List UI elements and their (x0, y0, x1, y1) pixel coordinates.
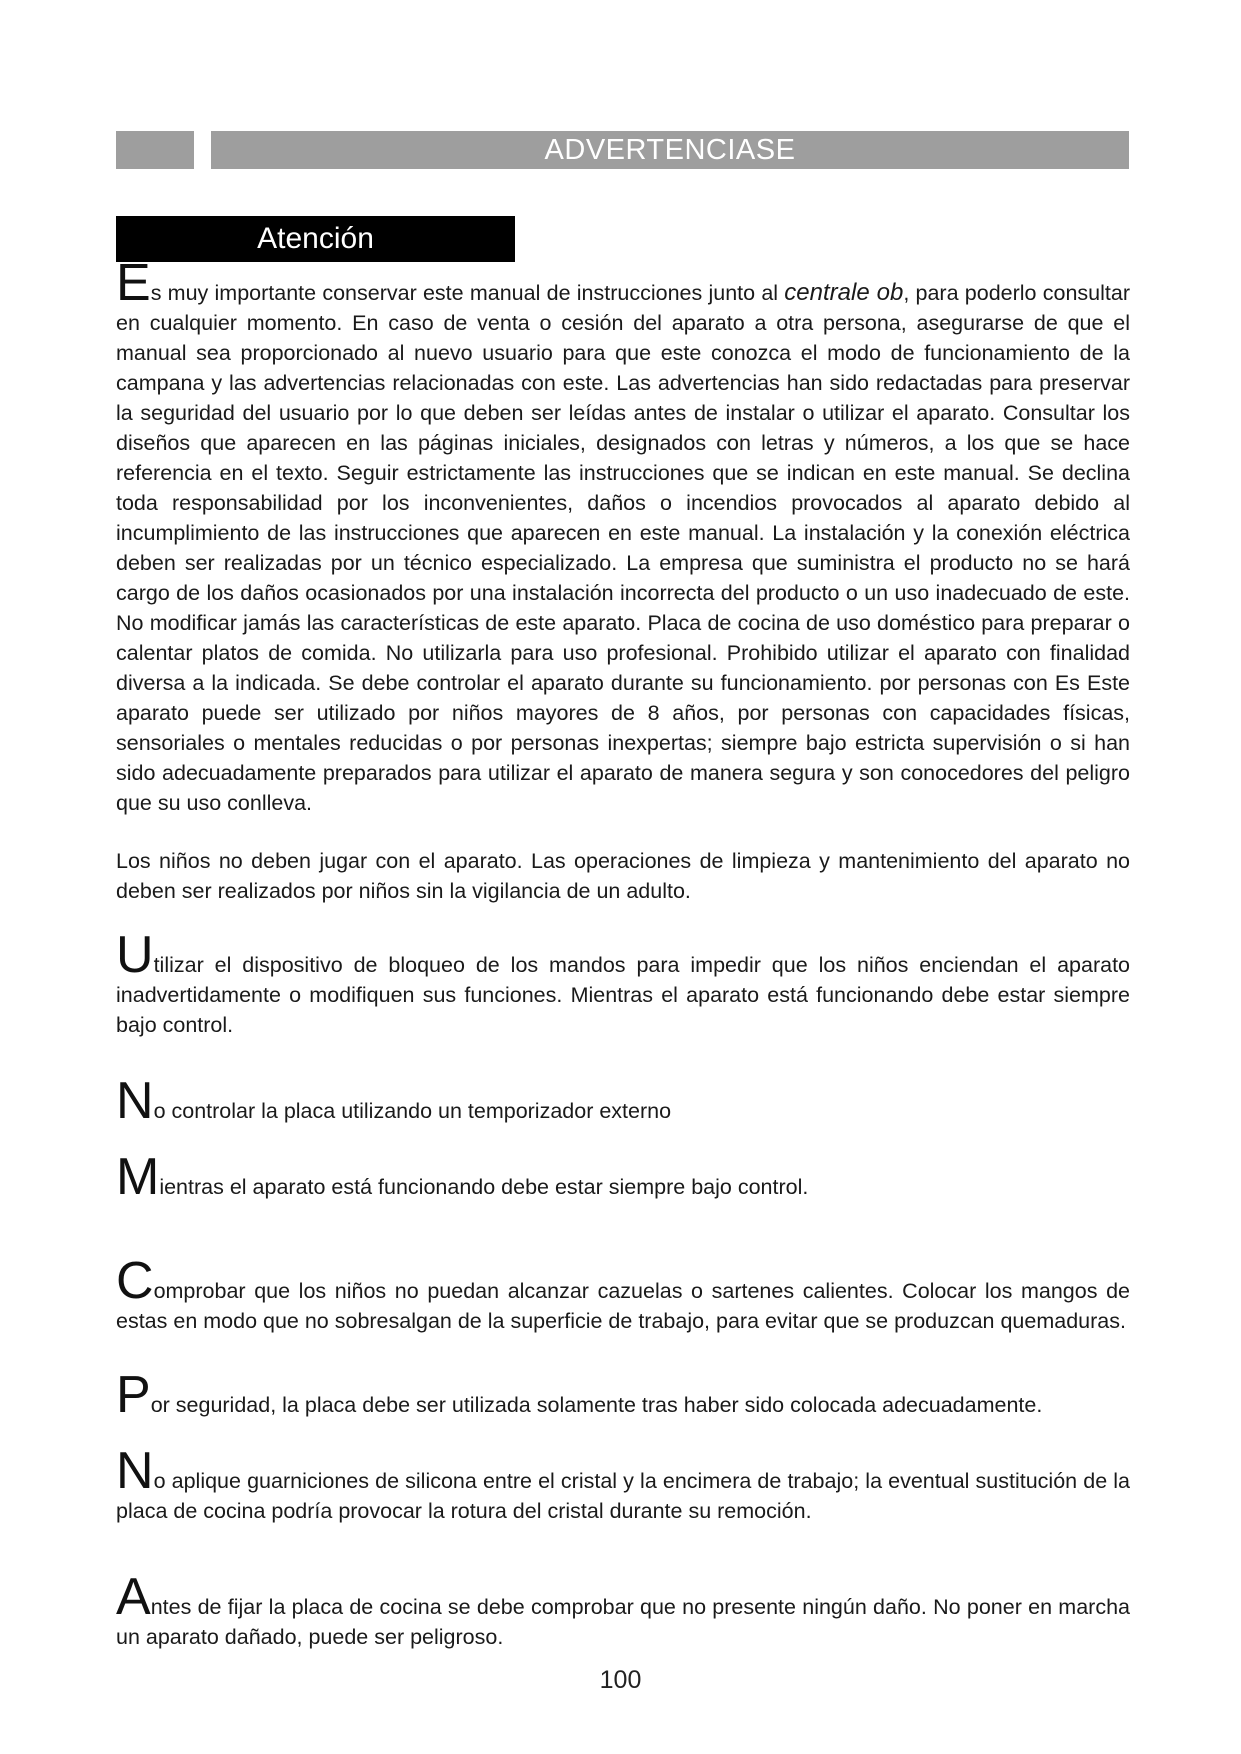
paragraph-no-timer (116, 1072, 1130, 1130)
drop-cap: A (116, 1568, 151, 1626)
paragraph-text: tilizar el dispositivo de bloqueo de los mandos para impedir que los niños enciendan el aparato inadvertidamente o modifiquen sus funciones. Mientras el aparato está funcionando debe estar siempre bajo control. (116, 953, 1130, 1037)
page-header-bar (211, 131, 1129, 169)
paragraph-text: ntes de fijar la placa de cocina se debe comprobar que no presente ningún daño. No poner en marcha un aparato dañado, puede ser peligroso. (116, 1595, 1130, 1649)
paragraph-intro (116, 254, 1130, 818)
paragraph-text: ientras el aparato está funcionando debe estar siempre bajo control. (159, 1175, 809, 1199)
drop-cap: M (116, 1148, 160, 1206)
section-heading-title: Atención (257, 222, 374, 255)
drop-cap: E (116, 254, 151, 312)
page-number: 100 (599, 1666, 642, 1694)
paragraph-no-silicone (116, 1442, 1130, 1526)
drop-cap: N (116, 1442, 154, 1500)
header-accent-block (116, 131, 194, 169)
page-header-title: ADVERTENCIASE (544, 133, 796, 166)
paragraph-supervision (116, 1148, 1130, 1206)
paragraph-safety-install (116, 1366, 1130, 1424)
warnings-body (116, 254, 1130, 1652)
brand-name: centrale ob (784, 279, 904, 306)
paragraph-check-damage (116, 1568, 1130, 1652)
paragraph-text: o aplique guarniciones de silicona entre el cristal y la encimera de trabajo; la eventual sustitución de la placa de cocina podría provocar la rotura del cristal durante su remoción. (116, 1469, 1130, 1523)
drop-cap: U (116, 926, 154, 984)
paragraph-text: , para poderlo consultar en cualquier momento. En caso de venta o cesión del aparato a otra persona, asegurarse de que el manual sea proporcionado al nuevo usuario para que este conozca el modo de funcionamiento de la campana y las advertencias relacionadas con este. Las advertencias han sido redactadas para preservar la seguridad del usuario por lo que deben ser leídas antes de instalar o utilizar el aparato. Consultar los diseños que aparecen en las páginas iniciales, designados con letras y números, a los que se hace referencia en el texto. Seguir estrictamente las instrucciones que se indican en este manual. Se declina toda responsabilidad por los inconvenientes, daños o incendios provocados al aparato debido al incumplimiento de las instrucciones que aparecen en este manual. La instalación y la conexión eléctrica deben ser realizadas por un técnico especializado. La empresa que suministra el producto no se hará cargo de los daños ocasionados por una instalación incorrecta del producto o un uso inadecuado de este. No modificar jamás las características de este aparato. Placa de cocina de uso doméstico para preparar o calentar platos de comida. No utilizarla para uso profesional. Prohibido utilizar el aparato con finalidad diversa a la indicada. Se debe controlar el aparato durante su funcionamiento. por personas con Es Este aparato puede ser utilizado por niños mayores de 8 años, por personas con capacidades físicas, sensoriales o mentales reducidas o por personas inexpertas; siempre bajo estricta supervisión o si han sido adecuadamente preparados para utilizar el aparato de manera segura y son conocedores del peligro que su uso conlleva. (116, 281, 1130, 815)
paragraph-text: s muy importante conservar este manual de instrucciones junto al (150, 281, 785, 305)
paragraph-text: o controlar la placa utilizando un temporizador externo (153, 1099, 672, 1123)
paragraph-hot-pans (116, 1252, 1130, 1336)
drop-cap: P (116, 1366, 151, 1424)
section-heading-bar (116, 216, 515, 262)
paragraph-lock-controls (116, 926, 1130, 1040)
paragraph-text: or seguridad, la placa debe ser utilizada solamente tras haber sido colocada adecuadamente. (150, 1393, 1043, 1417)
paragraph-children: Los niños no deben jugar con el aparato. Las operaciones de limpieza y mantenimiento del aparato no deben ser realizados por niños sin la vigilancia de un adulto. (116, 849, 1130, 903)
drop-cap: C (116, 1252, 154, 1310)
drop-cap: N (116, 1072, 154, 1130)
paragraph-text: omprobar que los niños no puedan alcanzar cazuelas o sartenes calientes. Colocar los mangos de estas en modo que no sobresalgan de la superficie de trabajo, para evitar que se produzcan quemaduras. (116, 1279, 1130, 1333)
